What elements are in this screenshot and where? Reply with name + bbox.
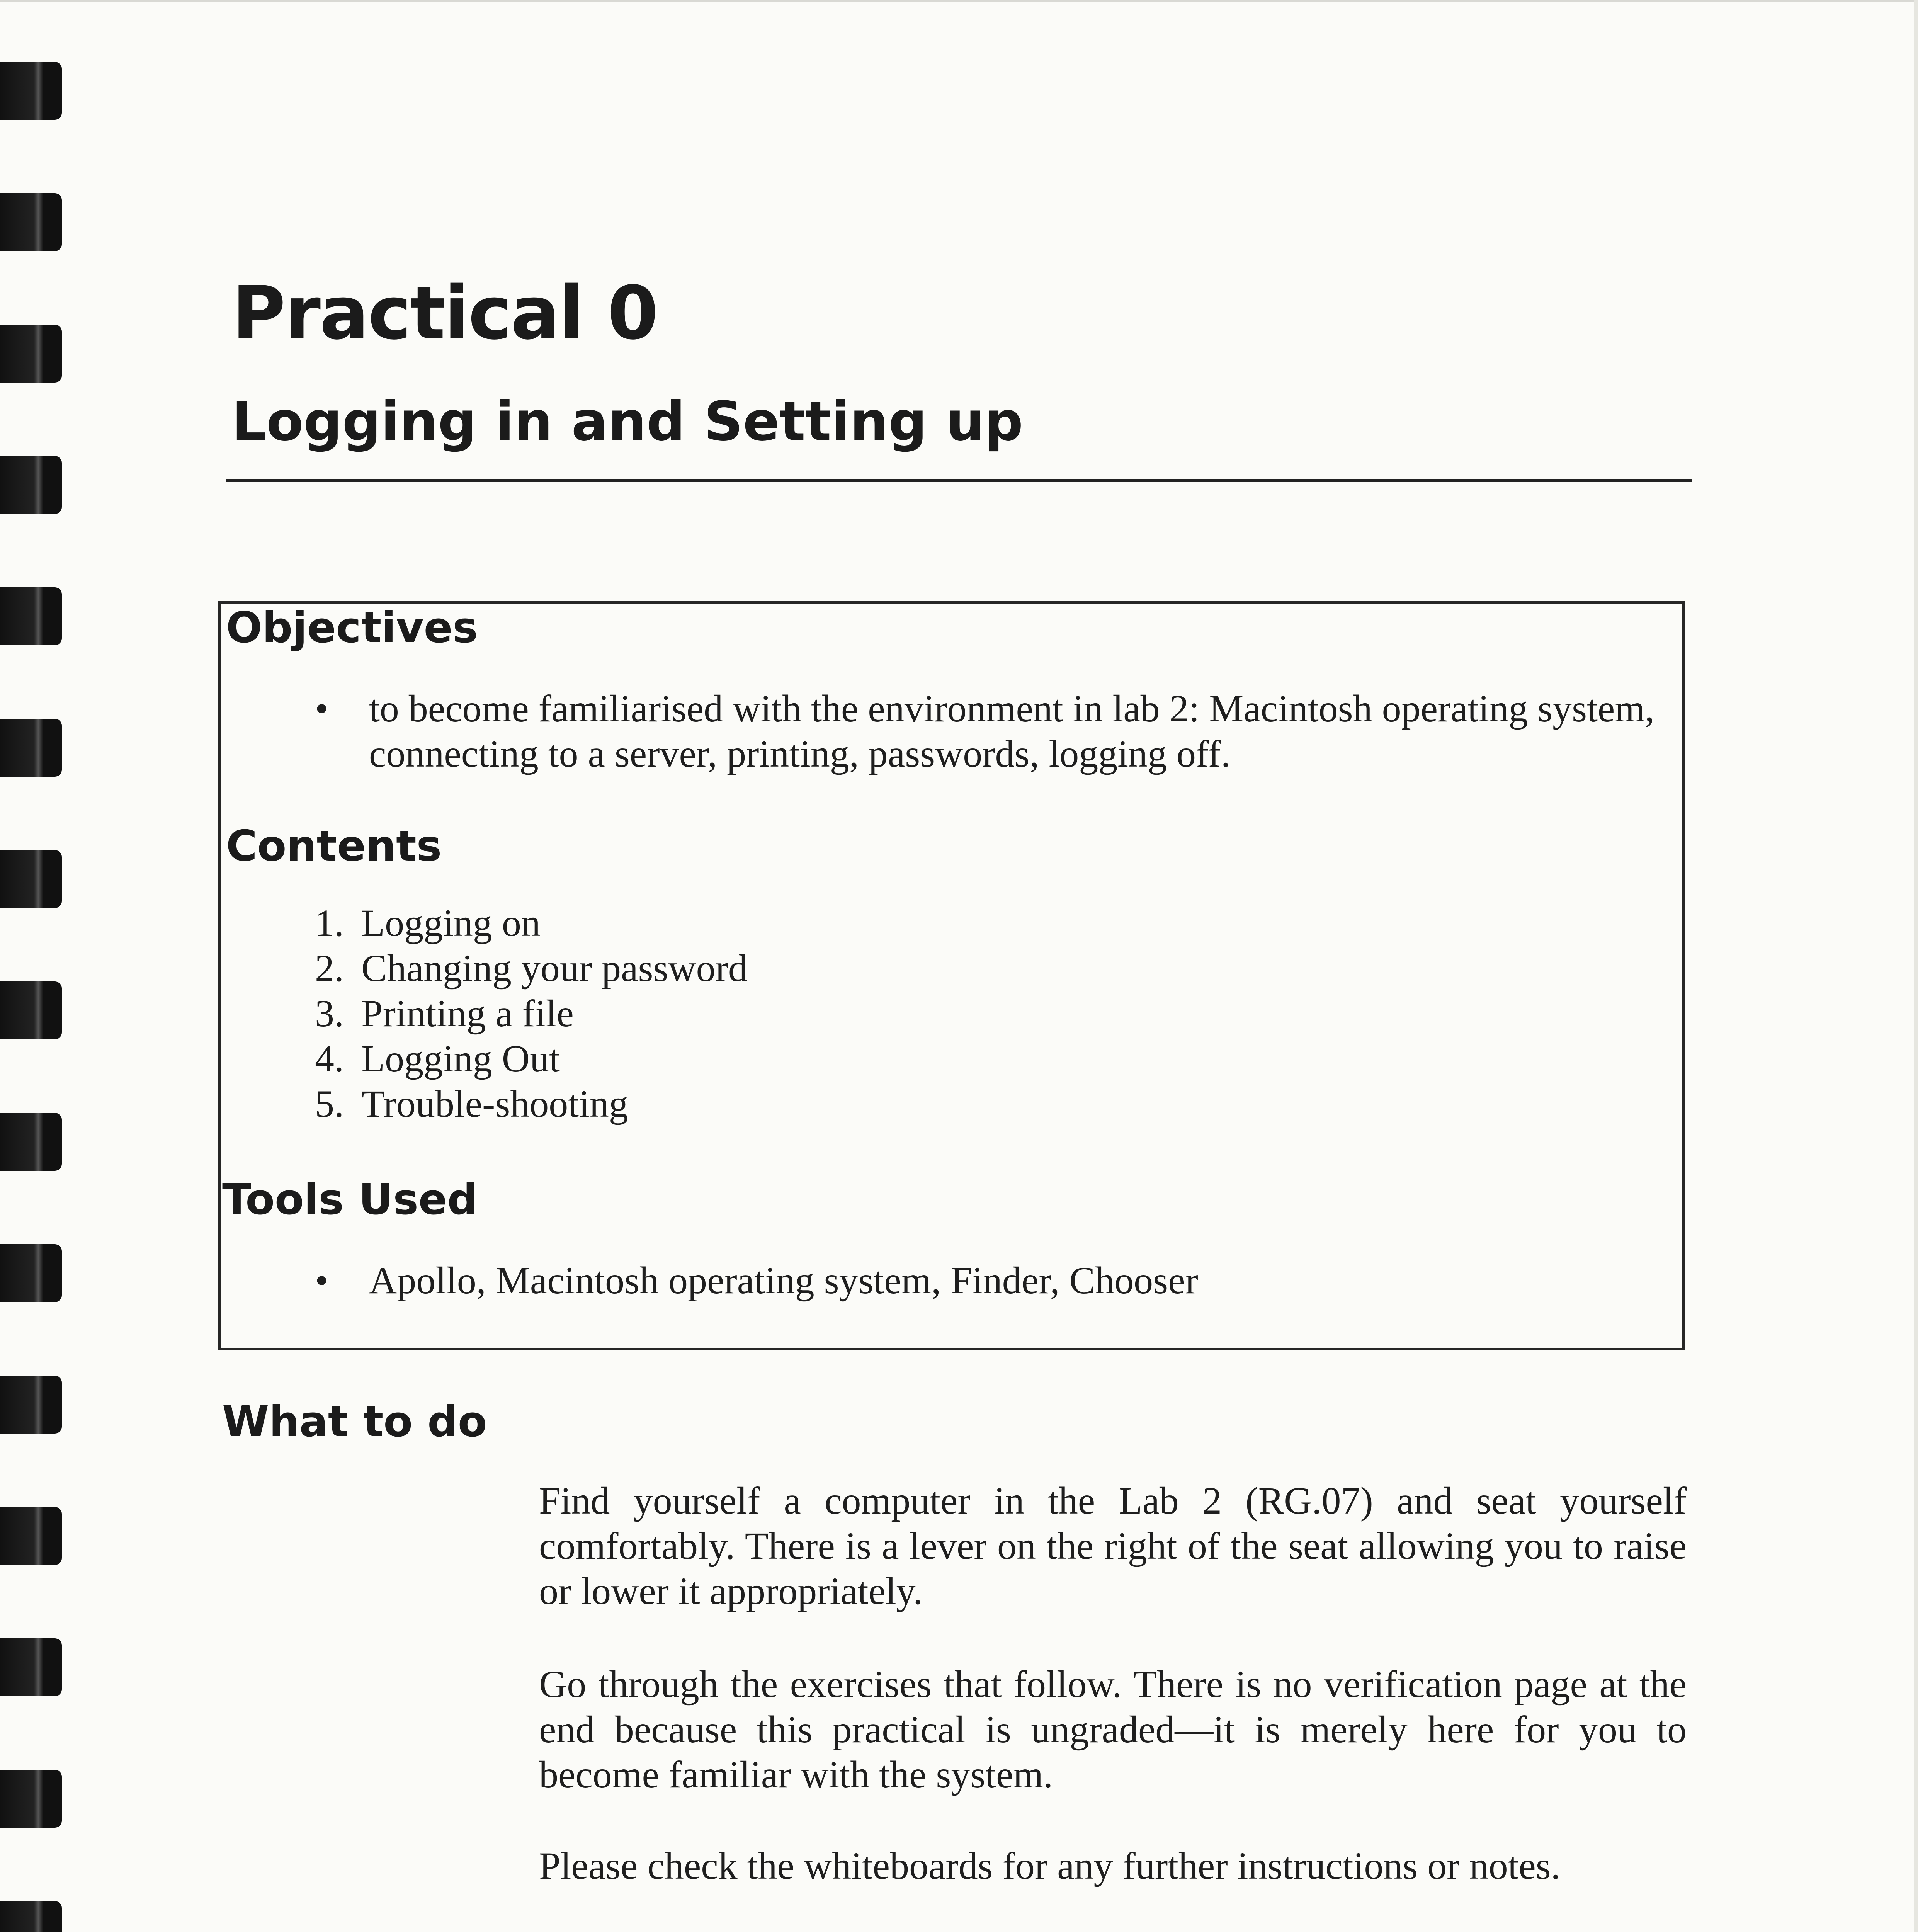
list-item	[315, 1036, 748, 1081]
list-item-number: 3.	[315, 992, 344, 1035]
bullet-icon: •	[315, 1259, 329, 1302]
binding-hole	[0, 1376, 62, 1434]
list-item-label: Printing a file	[361, 992, 574, 1035]
tool-text: Apollo, Macintosh operating system, Finder, Chooser	[369, 1259, 1198, 1302]
tool-item	[315, 1258, 1656, 1303]
list-item-number: 5.	[315, 1082, 344, 1125]
page-top-edge	[0, 0, 1918, 2]
objective-item	[315, 686, 1656, 776]
binding-hole	[0, 1901, 62, 1932]
binding-hole	[0, 1244, 62, 1302]
what-to-do-heading: What to do	[222, 1397, 487, 1446]
list-item	[315, 991, 748, 1036]
paragraph: Go through the exercises that follow. There is no verification page at the end because this practical is ungraded—it is merely here for you to become familiar with the system.	[539, 1663, 1687, 1796]
list-item	[315, 946, 748, 991]
binding-hole	[0, 1507, 62, 1565]
chapter-subtitle: Logging in and Setting up	[232, 390, 1024, 453]
list-item-number: 1.	[315, 901, 344, 944]
binding-hole	[0, 456, 62, 514]
binding-hole	[0, 325, 62, 383]
binding-hole	[0, 850, 62, 908]
title-divider	[226, 479, 1692, 482]
list-item-label: Logging Out	[361, 1037, 560, 1080]
page-right-edge	[1914, 0, 1918, 1932]
chapter-title: Practical 0	[232, 270, 658, 356]
list-item-label: Logging on	[361, 901, 541, 944]
list-item	[315, 1081, 748, 1126]
objectives-heading: Objectives	[226, 603, 478, 652]
binding-hole	[0, 1770, 62, 1828]
binding-hole	[0, 1638, 62, 1696]
contents-list	[315, 900, 748, 1126]
list-item-label: Changing your password	[361, 947, 748, 990]
contents-heading: Contents	[226, 821, 442, 871]
spiral-binding	[0, 0, 66, 1932]
binding-hole	[0, 981, 62, 1039]
list-item-number: 2.	[315, 947, 344, 990]
tools-heading: Tools Used	[222, 1175, 478, 1224]
binding-hole	[0, 719, 62, 777]
binding-hole	[0, 1113, 62, 1171]
paragraph: Please check the whiteboards for any further instructions or notes.	[539, 1844, 1561, 1887]
paragraph: Find yourself a computer in the Lab 2 (RG.07) and seat yourself comfortably. There is a lever on the right of the seat allowing you to raise or lower it appropriately.	[539, 1479, 1687, 1612]
list-item-number: 4.	[315, 1037, 344, 1080]
list-item	[315, 900, 748, 946]
bullet-icon: •	[315, 687, 329, 730]
binding-hole	[0, 193, 62, 251]
objective-text: to become familiarised with the environment in lab 2: Macintosh operating system, connecting to a server, printing, passwords, logging off.	[369, 687, 1655, 775]
list-item-label: Trouble-shooting	[361, 1082, 628, 1125]
binding-hole	[0, 62, 62, 120]
binding-hole	[0, 587, 62, 645]
